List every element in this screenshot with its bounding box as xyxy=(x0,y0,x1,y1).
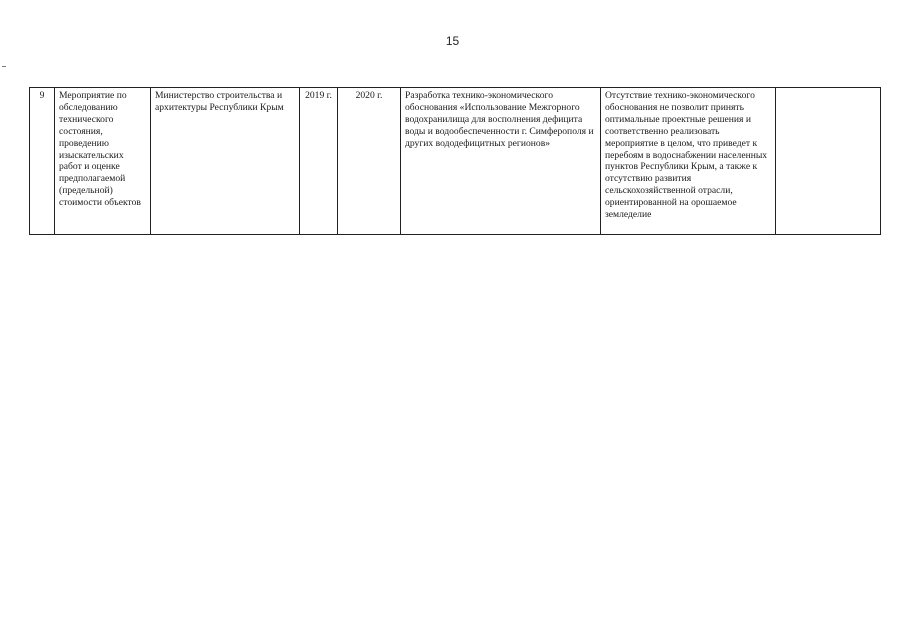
row-number-cell: 9 xyxy=(30,88,55,235)
margin-mark xyxy=(2,66,6,67)
start-year-cell: 2019 г. xyxy=(300,88,338,235)
measure-name-cell: Мероприятие по обследованию технического состояния, проведению изыскательских работ и оценке предполагаемой (предельной) стоимости объектов xyxy=(55,88,151,235)
expected-result-cell: Разработка технико-экономического обоснования «Использование Межгорного водохранилища для восполнения дефицита воды и водообеспеченности г. Симферополя и других вододефицитных регионов» xyxy=(401,88,601,235)
executor-cell: Министерство строительства и архитектуры Республики Крым xyxy=(151,88,300,235)
measures-table xyxy=(29,87,881,235)
consequences-cell: Отсутствие технико-экономического обоснования не позволит принять оптимальные проектные решения и соответственно реализовать мероприятие в целом, что приведет к перебоям в водоснабжении населенных пунктов Республики Крым, а также к отсутствию развития сельскохозяйственной отрасли, ориентированной на орошаемое земледелие xyxy=(601,88,776,235)
table-row xyxy=(30,88,881,235)
end-year-cell: 2020 г. xyxy=(338,88,401,235)
page-number: 15 xyxy=(445,34,460,48)
notes-cell xyxy=(776,88,881,235)
